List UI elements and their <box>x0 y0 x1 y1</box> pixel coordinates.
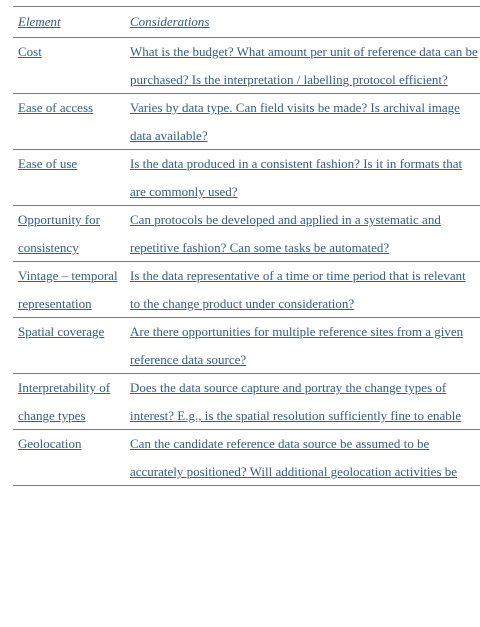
table-row <box>13 94 480 150</box>
element-cell: Interpretability of change types <box>18 380 111 423</box>
element-cell: Geolocation <box>18 436 82 451</box>
table-row <box>13 430 480 486</box>
considerations-table <box>13 6 480 486</box>
table-header-row <box>13 7 480 38</box>
considerations-cell: Varies by data type. Can field visits be made? Is archival image data available? <box>130 100 460 143</box>
considerations-cell: Can protocols be developed and applied in a systematic and repetitive fashion? Can some tasks be automated? <box>130 212 441 255</box>
considerations-cell: What is the budget? What amount per unit of reference data can be purchased? Is the interpretation / labelling protocol efficient? <box>130 44 478 87</box>
header-considerations-cell <box>126 13 480 31</box>
table-row <box>13 374 480 430</box>
element-cell: Spatial coverage <box>18 324 105 339</box>
table-row <box>13 318 480 374</box>
table-row <box>13 206 480 262</box>
table-row <box>13 150 480 206</box>
element-cell: Vintage – temporal representation <box>18 268 118 311</box>
considerations-cell: Are there opportunities for multiple reference sites from a given reference data source? <box>130 324 464 367</box>
considerations-cell: Is the data produced in a consistent fashion? Is it in formats that are commonly used? <box>130 156 463 199</box>
element-cell: Opportunity for consistency <box>18 212 100 255</box>
header-considerations: Considerations <box>130 14 210 29</box>
considerations-cell: Does the data source capture and portray the change types of interest? E.g., is the spatial resolution sufficiently fine to enable <box>130 380 462 423</box>
element-cell: Cost <box>18 44 42 59</box>
element-cell: Ease of use <box>18 156 78 171</box>
header-element: Element <box>18 14 61 29</box>
table-row <box>13 262 480 318</box>
table-row <box>13 38 480 94</box>
element-cell: Ease of access <box>18 100 94 115</box>
considerations-cell: Can the candidate reference data source be assumed to be accurately positioned? Will additional geolocation activities be <box>130 436 458 479</box>
considerations-cell: Is the data representative of a time or time period that is relevant to the change product under consideration? <box>130 268 466 311</box>
header-element-cell <box>13 13 126 31</box>
